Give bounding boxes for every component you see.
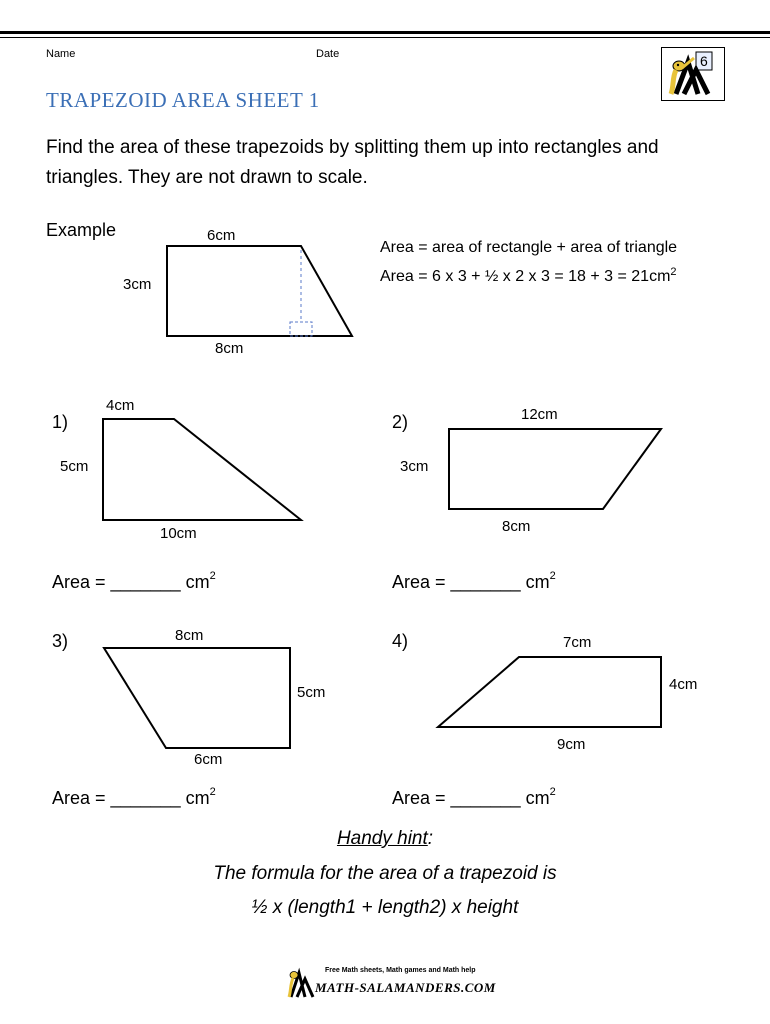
- trapezoid-4: [438, 657, 661, 727]
- example-area-line1: Area = area of rectangle + area of triangle: [380, 239, 678, 256]
- problem-2-top-label: 12cm: [521, 406, 558, 423]
- problem-2-number: 2): [392, 412, 409, 432]
- problem-4-top-label: 7cm: [563, 634, 592, 651]
- problem-1-number: 1): [52, 412, 69, 432]
- problem-3-bottom-label: 6cm: [194, 751, 223, 768]
- footer-logo: [285, 963, 496, 1003]
- example-bottom-label: 8cm: [215, 340, 244, 357]
- problem-4-bottom-label: 9cm: [557, 736, 586, 753]
- trapezoid-1: [103, 419, 301, 520]
- problem-1-top-label: 4cm: [106, 397, 135, 414]
- example-area-line2: Area = 6 x 3 + ½ x 2 x $3 = 18 + 3 = 21cm^2$: [380, 266, 677, 285]
- footer-tagline: Free Math sheets, Math games and Math help: [325, 967, 476, 974]
- name-label: Name: [46, 48, 76, 60]
- date-label: Date: [316, 48, 340, 60]
- problem-2-bottom-label: 8cm: [502, 518, 531, 535]
- example-side-label: 3cm: [123, 276, 152, 293]
- logo-badge: 6: [700, 53, 708, 69]
- trapezoid-2: [449, 429, 661, 509]
- hint-line-1: The formula for the area of a trapezoid is: [213, 863, 557, 884]
- problem-4-answer: Area = _______ $cm^2$: [392, 786, 556, 808]
- problem-3-side-label: 5cm: [297, 684, 326, 701]
- problem-4-side-label: 4cm: [669, 676, 698, 693]
- example-label: Example: [46, 220, 117, 240]
- problem-1-bottom-label: 10cm: [160, 525, 197, 542]
- footer-brand: MATH-SALAMANDERS.COM: [315, 980, 496, 995]
- problem-3-number: 3): [52, 631, 69, 651]
- problem-1-side-label: 5cm: [60, 458, 89, 475]
- problem-4-number: 4): [392, 631, 409, 651]
- example-trapezoid: [167, 246, 352, 336]
- page-title: TRAPEZOID AREA SHEET 1: [46, 88, 320, 112]
- hint-line-2: ½ x (length1 + length2) x height: [251, 897, 519, 918]
- example-right-angle-marker: [290, 322, 312, 336]
- problem-3-answer: Area = _______ $cm^2$: [52, 786, 216, 808]
- trapezoid-3: [104, 648, 290, 748]
- example-top-label: 6cm: [207, 227, 236, 244]
- problem-3-top-label: 8cm: [175, 627, 204, 644]
- hint-heading: Handy hint:: [336, 828, 434, 849]
- problem-2-side-label: 3cm: [400, 458, 429, 475]
- problem-2-answer: Area = _______ $cm^2$: [392, 570, 556, 592]
- instructions: Find the area of these trapezoids by splitting them up into rectangles and triangles. They are not drawn to scale.: [46, 137, 659, 188]
- problem-1-answer: Area = _______ $cm^2$: [52, 570, 216, 592]
